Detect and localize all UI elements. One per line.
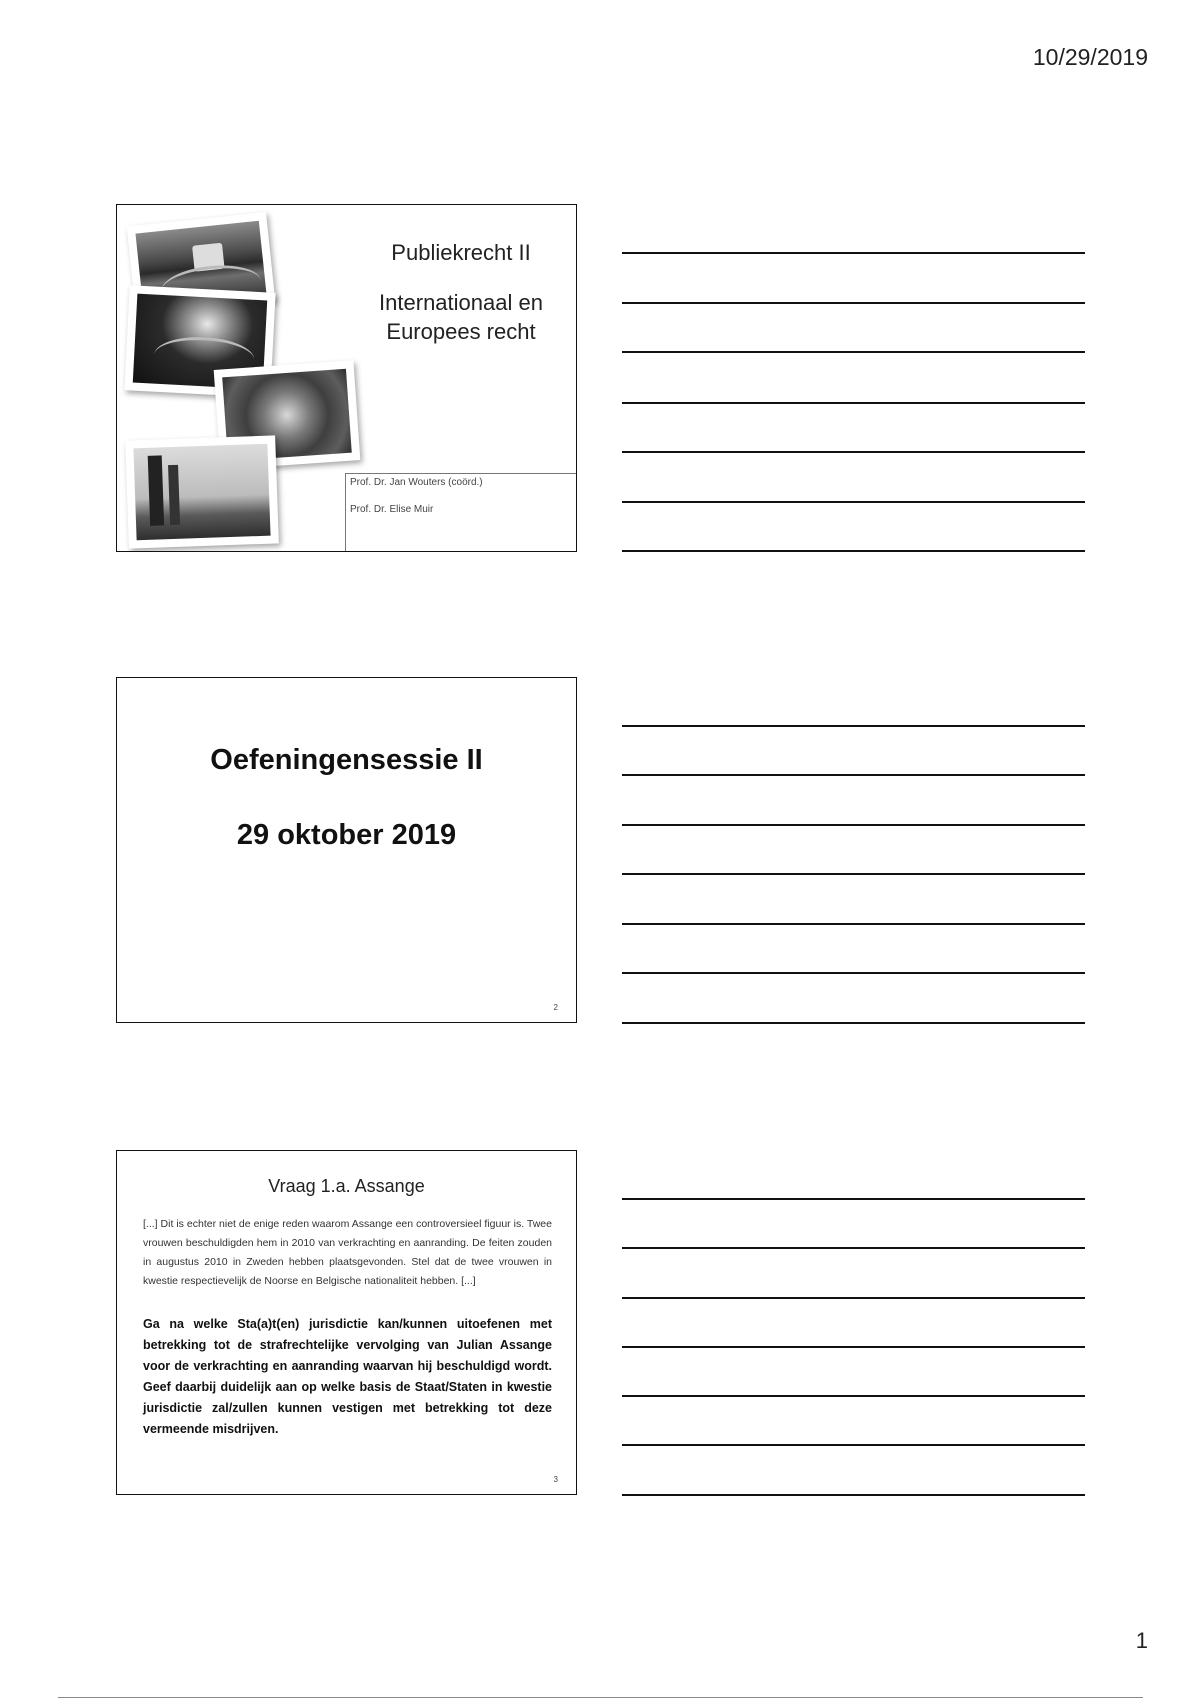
note-line bbox=[622, 351, 1085, 353]
slide-1-title bbox=[116, 204, 577, 552]
note-line bbox=[622, 774, 1085, 776]
slide-1-subtitle: Internationaal en Europees recht bbox=[379, 290, 543, 344]
slide-3-question bbox=[116, 1150, 577, 1495]
author-1: Prof. Dr. Jan Wouters (coörd.) bbox=[350, 477, 483, 488]
note-line bbox=[622, 451, 1085, 453]
slide-1-course-title: Publiekrecht II bbox=[391, 240, 531, 265]
slide-3-title: Vraag 1.a. Assange bbox=[268, 1176, 425, 1196]
author-2: Prof. Dr. Elise Muir bbox=[350, 504, 434, 515]
note-line bbox=[622, 725, 1085, 727]
note-line bbox=[622, 1297, 1085, 1299]
note-line bbox=[622, 1444, 1085, 1446]
note-line bbox=[622, 302, 1085, 304]
print-date: 10/29/2019 bbox=[1032, 44, 1148, 70]
note-line bbox=[622, 1247, 1085, 1249]
note-line bbox=[622, 873, 1085, 875]
slide-2-number: 2 bbox=[553, 1003, 558, 1012]
note-line bbox=[622, 972, 1085, 974]
slide-3-case-text: [...] Dit is echter niet de enige reden waarom Assange een controversieel figuur is. Twee vrouwen beschuldigden hem in 2010 van verkrachting en aanranding. De feiten zouden in augustus 2010 in Zweden hebben plaatsgevonden. Stel dat de twee vrouwen in kwestie respectievelijk de Noorse en Belgische nationaliteit hebben. [...] bbox=[143, 1218, 552, 1287]
slide-3-number: 3 bbox=[553, 1475, 558, 1484]
photo-headquarters-building bbox=[125, 435, 279, 548]
note-line bbox=[622, 501, 1085, 503]
note-line bbox=[622, 402, 1085, 404]
note-line bbox=[622, 1198, 1085, 1200]
note-line bbox=[622, 923, 1085, 925]
note-line bbox=[622, 550, 1085, 552]
note-line bbox=[622, 1494, 1085, 1496]
slide-2-date: 29 oktober 2019 bbox=[236, 819, 457, 851]
note-line bbox=[622, 252, 1085, 254]
slide-2-session bbox=[116, 677, 577, 1023]
note-line bbox=[622, 824, 1085, 826]
note-line bbox=[622, 1022, 1085, 1024]
slide-3-question-text: Ga na welke Sta(a)t(en) jurisdictie kan/kunnen uitoefenen met betrekking tot de strafrechtelijke vervolging van Julian Assange voor de verkrachting en aanranding waarvan hij beschuldigd wordt. Geef daarbij duidelijk aan op welke basis de Staat/Staten in kwestie jurisdictie zal/zullen kunnen vestigen met betrekking tot deze vermeende misdrijven. bbox=[143, 1317, 552, 1436]
slide-2-title: Oefeningensessie II bbox=[210, 744, 483, 776]
footer-divider bbox=[58, 1697, 1143, 1698]
note-line bbox=[622, 1346, 1085, 1348]
slide-1-authors bbox=[345, 473, 577, 552]
page-number: 1 bbox=[1135, 1628, 1148, 1653]
note-line bbox=[622, 1395, 1085, 1397]
